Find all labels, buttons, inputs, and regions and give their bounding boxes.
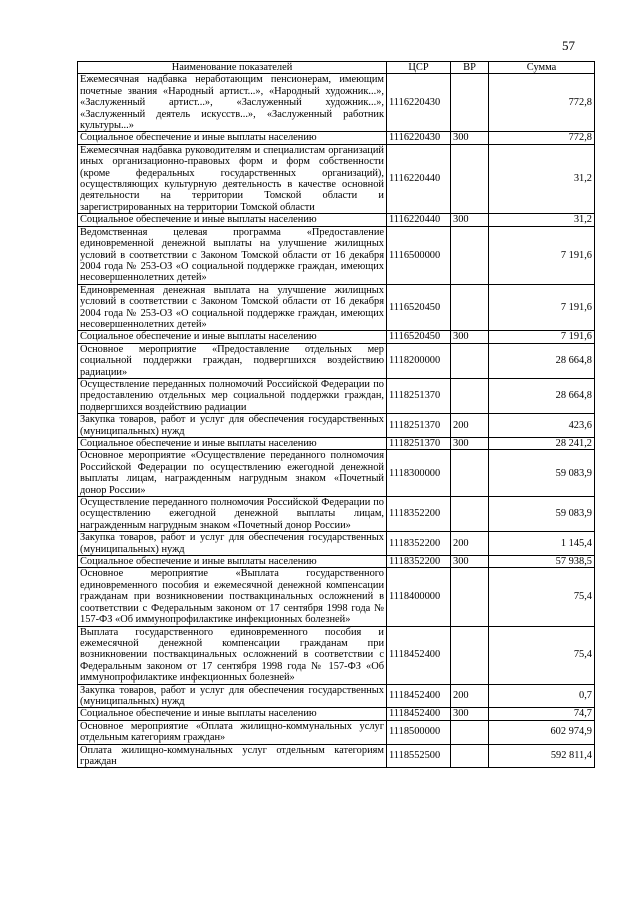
cell-vr: 200 <box>451 414 489 438</box>
table-row <box>78 284 595 331</box>
cell-vr <box>451 568 489 626</box>
cell-name: Социальное обеспечение и иные выплаты населению <box>78 214 387 226</box>
cell-sum: 75,4 <box>489 568 595 626</box>
table-row <box>78 744 595 768</box>
cell-csr: 1118500000 <box>387 720 451 744</box>
cell-csr: 1118452400 <box>387 626 451 684</box>
cell-csr: 1116520450 <box>387 331 451 343</box>
cell-vr: 300 <box>451 556 489 568</box>
cell-name: Оплата жилищно-коммунальных услуг отдельным категориям граждан <box>78 744 387 768</box>
table-row <box>78 450 595 497</box>
cell-name: Ежемесячная надбавка руководителям и специалистам организаций иных организационно-правовых форм и форм собственности (кроме федеральных государственных организаций), осуществляющих культурную деятельность в качестве основной деятельности на территории Томской области и зарегистрированных на территории Томской области <box>78 144 387 213</box>
cell-vr <box>451 74 489 132</box>
cell-name: Социальное обеспечение и иные выплаты населению <box>78 556 387 568</box>
cell-csr: 1118352200 <box>387 532 451 556</box>
table-row <box>78 568 595 626</box>
cell-vr <box>451 450 489 497</box>
cell-name: Закупка товаров, работ и услуг для обеспечения государственных (муниципальных) нужд <box>78 414 387 438</box>
cell-vr: 200 <box>451 532 489 556</box>
cell-name: Осуществление переданных полномочий Российской Федерации по предоставлению отдельных мер социальной поддержки граждан, подвергшихся воздействию радиации <box>78 378 387 413</box>
cell-csr: 1118300000 <box>387 450 451 497</box>
cell-name: Осуществление переданного полномочия Российской Федерации по осуществлению ежегодной денежной выплаты лицам, награжденным нагрудным знаком «Почетный донор России» <box>78 497 387 532</box>
cell-name: Социальное обеспечение и иные выплаты населению <box>78 708 387 720</box>
cell-sum: 31,2 <box>489 214 595 226</box>
table-row <box>78 343 595 378</box>
cell-name: Социальное обеспечение и иные выплаты населению <box>78 331 387 343</box>
cell-sum: 28 664,8 <box>489 343 595 378</box>
cell-csr: 1118200000 <box>387 343 451 378</box>
cell-name: Основное мероприятие «Оплата жилищно-коммунальных услуг отдельным категориям граждан» <box>78 720 387 744</box>
cell-name: Основное мероприятие «Осуществление переданного полномочия Российской Федерации по осуществлению ежегодной денежной выплаты лицам, награжденным нагрудным знаком «Почетный донор России» <box>78 450 387 497</box>
cell-vr <box>451 343 489 378</box>
cell-name: Основное мероприятие «Предоставление отдельных мер социальной поддержки граждан, подвергшихся воздействию радиации» <box>78 343 387 378</box>
cell-name: Основное мероприятие «Выплата государственного единовременного пособия и ежемесячной денежной компенсации гражданам при возникновении поствакцинальных осложнений в соответствии с Федеральным законом от 17 сентября 1998 года № 157-ФЗ «Об иммунопрофилактике инфекционных болезней» <box>78 568 387 626</box>
table-body <box>78 74 595 768</box>
table-row <box>78 414 595 438</box>
header-vr: ВР <box>451 62 489 74</box>
cell-vr <box>451 744 489 768</box>
table-row <box>78 626 595 684</box>
table-row <box>78 556 595 568</box>
cell-csr: 1116220440 <box>387 144 451 213</box>
cell-name: Единовременная денежная выплата на улучшение жилищных условий в соответствии с Законом Томской области от 16 декабря 2004 года № 253-ОЗ «О социальной поддержке граждан, имеющих несовершеннолетних детей» <box>78 284 387 331</box>
table-row <box>78 684 595 708</box>
table-row <box>78 378 595 413</box>
cell-csr: 1118251370 <box>387 378 451 413</box>
table-row <box>78 226 595 284</box>
cell-vr <box>451 497 489 532</box>
cell-sum: 75,4 <box>489 626 595 684</box>
cell-csr: 1116520450 <box>387 284 451 331</box>
cell-sum: 28 664,8 <box>489 378 595 413</box>
cell-csr: 1118552500 <box>387 744 451 768</box>
cell-csr: 1116500000 <box>387 226 451 284</box>
page-number: 57 <box>562 38 575 53</box>
cell-csr: 1116220430 <box>387 74 451 132</box>
cell-csr: 1118452400 <box>387 684 451 708</box>
cell-vr <box>451 378 489 413</box>
cell-vr <box>451 626 489 684</box>
table-row <box>78 74 595 132</box>
table-row <box>78 532 595 556</box>
cell-sum: 592 811,4 <box>489 744 595 768</box>
table-row <box>78 708 595 720</box>
header-sum: Сумма <box>489 62 595 74</box>
cell-csr: 1118452400 <box>387 708 451 720</box>
cell-sum: 7 191,6 <box>489 226 595 284</box>
table-row <box>78 720 595 744</box>
cell-sum: 57 938,5 <box>489 556 595 568</box>
cell-vr <box>451 144 489 213</box>
cell-sum: 59 083,9 <box>489 497 595 532</box>
cell-sum: 602 974,9 <box>489 720 595 744</box>
cell-sum: 772,8 <box>489 132 595 144</box>
cell-sum: 7 191,6 <box>489 331 595 343</box>
cell-vr: 300 <box>451 331 489 343</box>
header-csr: ЦСР <box>387 62 451 74</box>
cell-csr: 1116220440 <box>387 214 451 226</box>
cell-csr: 1118352200 <box>387 556 451 568</box>
cell-sum: 28 241,2 <box>489 438 595 450</box>
table-header <box>78 62 595 74</box>
table-row <box>78 132 595 144</box>
cell-csr: 1116220430 <box>387 132 451 144</box>
cell-name: Ведомственная целевая программа «Предоставление единовременной денежной выплаты на улучшение жилищных условий в соответствии с Законом Томской области от 16 декабря 2004 года № 253-ОЗ «О социальной поддержке граждан, имеющих несовершеннолетних детей» <box>78 226 387 284</box>
table-row <box>78 144 595 213</box>
cell-vr <box>451 284 489 331</box>
cell-vr: 300 <box>451 214 489 226</box>
header-row <box>78 62 595 74</box>
cell-name: Социальное обеспечение и иные выплаты населению <box>78 438 387 450</box>
cell-name: Закупка товаров, работ и услуг для обеспечения государственных (муниципальных) нужд <box>78 532 387 556</box>
cell-sum: 59 083,9 <box>489 450 595 497</box>
cell-sum: 772,8 <box>489 74 595 132</box>
cell-sum: 74,7 <box>489 708 595 720</box>
cell-name: Социальное обеспечение и иные выплаты населению <box>78 132 387 144</box>
table-row <box>78 331 595 343</box>
cell-csr: 1118251370 <box>387 414 451 438</box>
table-row <box>78 497 595 532</box>
table-row <box>78 438 595 450</box>
header-name: Наименование показателей <box>78 62 387 74</box>
cell-csr: 1118400000 <box>387 568 451 626</box>
cell-sum: 31,2 <box>489 144 595 213</box>
cell-name: Выплата государственного единовременного пособия и ежемесячной денежной компенсации гражданам при возникновении поствакцинальных осложнений в соответствии с Федеральным законом от 17 сентября 1998 года № 157-ФЗ «Об иммунопрофилактике инфекционных болезней» <box>78 626 387 684</box>
table-row <box>78 214 595 226</box>
cell-vr: 200 <box>451 684 489 708</box>
cell-sum: 7 191,6 <box>489 284 595 331</box>
cell-name: Закупка товаров, работ и услуг для обеспечения государственных (муниципальных) нужд <box>78 684 387 708</box>
cell-vr: 300 <box>451 708 489 720</box>
cell-csr: 1118251370 <box>387 438 451 450</box>
cell-vr <box>451 226 489 284</box>
cell-vr: 300 <box>451 438 489 450</box>
cell-sum: 1 145,4 <box>489 532 595 556</box>
cell-vr: 300 <box>451 132 489 144</box>
cell-sum: 0,7 <box>489 684 595 708</box>
cell-sum: 423,6 <box>489 414 595 438</box>
cell-vr <box>451 720 489 744</box>
cell-csr: 1118352200 <box>387 497 451 532</box>
cell-name: Ежемесячная надбавка неработающим пенсионерам, имеющим почетные звания «Народный артист...», «Народный художник...», «Заслуженный артист...», «Заслуженный художник...», «Заслуженный деятель искусств...», «Заслуженный работник культуры...» <box>78 74 387 132</box>
budget-table <box>77 61 595 768</box>
